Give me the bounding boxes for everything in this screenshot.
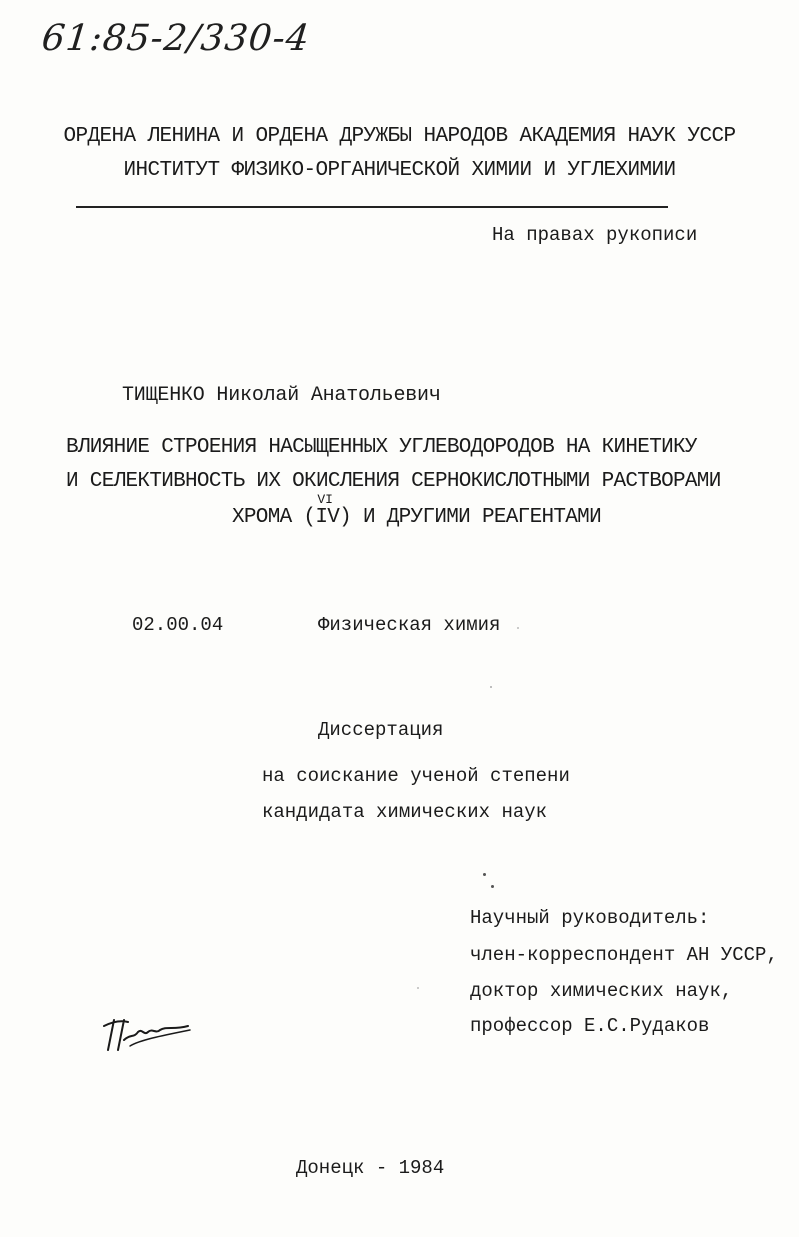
- specialty-name: Физическая химия: [318, 614, 501, 636]
- supervisor-degree: доктор химических наук,: [470, 980, 733, 1002]
- supervisor-rank: член-корреспондент АН УССР,: [470, 944, 778, 966]
- specialty-code: 02.00.04: [132, 614, 224, 636]
- title-line-3-prefix: ХРОМА (: [232, 506, 316, 529]
- supervisor-label: Научный руководитель:: [470, 907, 710, 929]
- supervisor-name: профессор Е.С.Рудаков: [470, 1015, 710, 1037]
- organization-line-1: ОРДЕНА ЛЕНИНА И ОРДЕНА ДРУЖБЫ НАРОДОВ АКАДЕМИЯ НАУК УССР: [63, 125, 736, 148]
- handwritten-reference-number: 61:85-2/330-4: [39, 18, 312, 59]
- title-line-1: ВЛИЯНИЕ СТРОЕНИЯ НАСЫЩЕННЫХ УГЛЕВОДОРОДОВ НА КИНЕТИКУ: [66, 436, 697, 459]
- title-line-2: И СЕЛЕКТИВНОСТЬ ИХ ОКИСЛЕНИЯ СЕРНОКИСЛОТНЫМИ РАСТВОРАМИ: [66, 470, 721, 493]
- ink-speck: [517, 627, 519, 629]
- author-signature: [100, 1010, 192, 1054]
- header-divider: [76, 206, 668, 208]
- author-name: ТИЩЕНКО Николай Анатольевич: [122, 384, 441, 407]
- title-line-3-suffix: ) И ДРУГИМИ РЕАГЕНТАМИ: [339, 506, 601, 529]
- place-and-year: Донецк - 1984: [296, 1157, 445, 1179]
- ink-speck: [417, 987, 419, 989]
- degree-line-2: кандидата химических наук: [262, 801, 548, 823]
- oxidation-state-original: IV: [315, 506, 340, 529]
- work-type: Диссертация: [318, 719, 444, 741]
- ink-speck: [490, 686, 492, 688]
- rights-note: На правах рукописи: [492, 224, 698, 246]
- ink-speck: [483, 873, 486, 876]
- organization-line-2: ИНСТИТУТ ФИЗИКО-ОРГАНИЧЕСКОЙ ХИМИИ И УГЛЕХИМИИ: [123, 159, 676, 182]
- degree-line-1: на соискание ученой степени: [262, 765, 570, 787]
- ink-speck: [491, 885, 494, 888]
- title-line-3: [232, 492, 601, 529]
- oxidation-state-correction: VI: [317, 492, 333, 507]
- oxidation-state: [315, 492, 340, 529]
